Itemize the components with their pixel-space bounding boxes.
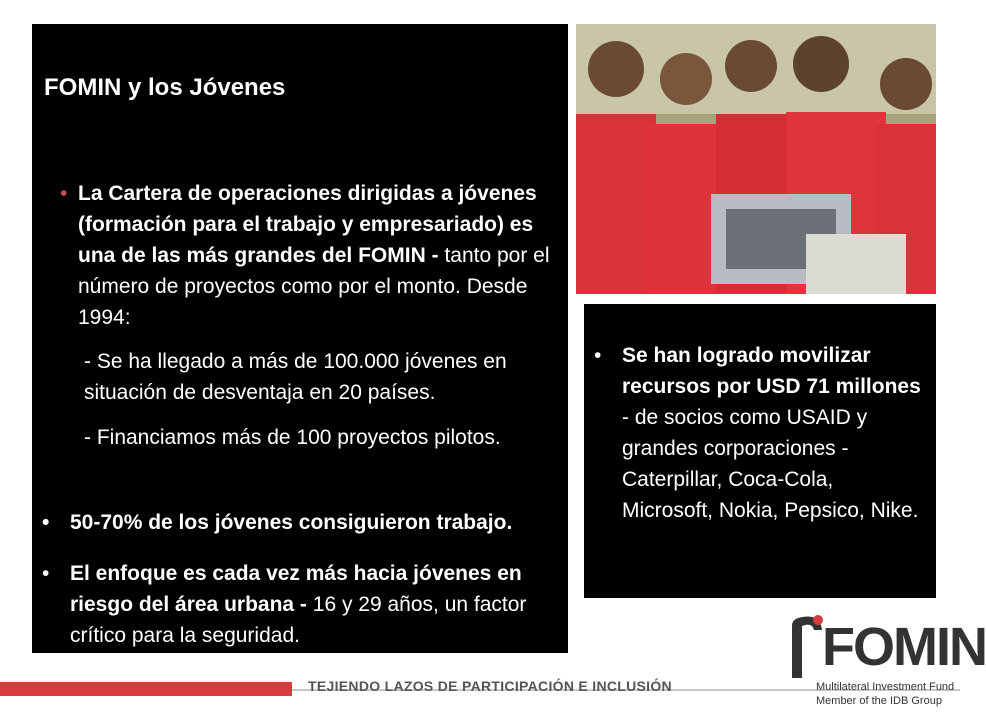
slide-title: FOMIN y los Jóvenes bbox=[44, 74, 286, 101]
fomin-logo-line2: Member of the IDB Group bbox=[816, 695, 942, 707]
bullet-recursos bbox=[594, 340, 924, 526]
footer-tagline: TEJIENDO LAZOS DE PARTICIPACIÓN E INCLUSIÓN bbox=[308, 678, 672, 694]
bullet-trabajo-text: 50-70% de los jóvenes consiguieron trabajo. bbox=[70, 511, 513, 534]
bullet-enfoque-normal: 16 y 29 años, un factor crítico para la seguridad. bbox=[70, 593, 527, 647]
bullet-trabajo bbox=[42, 508, 562, 538]
footer-red-bar bbox=[0, 682, 292, 696]
sub-bullet-jovenes bbox=[84, 346, 564, 408]
bullet-recursos-bold: Se han logrado movilizar recursos por USD 71 millones bbox=[622, 344, 921, 398]
left-content-panel bbox=[32, 24, 568, 653]
fomin-logo-word: FOMIN bbox=[822, 617, 986, 677]
bullet-cartera bbox=[60, 178, 560, 333]
bullet-cartera-bold: La Cartera de operaciones dirigidas a jóvenes (formación para el trabajo y empresariado) es una de las más grandes del FOMIN - bbox=[78, 182, 537, 267]
bullet-enfoque bbox=[42, 558, 562, 651]
fomin-logo-line1: Multilateral Investment Fund bbox=[816, 681, 955, 693]
right-content-panel bbox=[584, 304, 936, 598]
bullet-enfoque-bold: El enfoque es cada vez más hacia jóvenes en riesgo del área urbana - bbox=[70, 562, 522, 616]
sub-bullet-proyectos-text: - Financiamos más de 100 proyectos pilotos. bbox=[84, 426, 501, 449]
sub-bullet-proyectos bbox=[84, 422, 564, 453]
photo-illustration bbox=[576, 24, 936, 294]
fomin-logo bbox=[788, 604, 986, 714]
bullet-dot-icon: • bbox=[42, 511, 50, 534]
youth-group-photo bbox=[576, 24, 936, 294]
bullet-dot-icon: • bbox=[60, 182, 68, 205]
sub-bullet-jovenes-text: - Se ha llegado a más de 100.000 jóvenes en situación de desventaja en 20 países. bbox=[84, 350, 507, 404]
bullet-recursos-normal: - de socios como USAID y grandes corporaciones -Caterpillar, Coca-Cola, Microsoft, Nokia, Pepsico, Nike. bbox=[622, 406, 919, 522]
bullet-cartera-normal: tanto por el número de proyectos como por el monto. Desde 1994: bbox=[78, 244, 550, 329]
bullet-dot-icon: • bbox=[42, 562, 50, 585]
fomin-logo-subtitle bbox=[816, 680, 954, 708]
bullet-dot-icon: • bbox=[594, 344, 602, 367]
